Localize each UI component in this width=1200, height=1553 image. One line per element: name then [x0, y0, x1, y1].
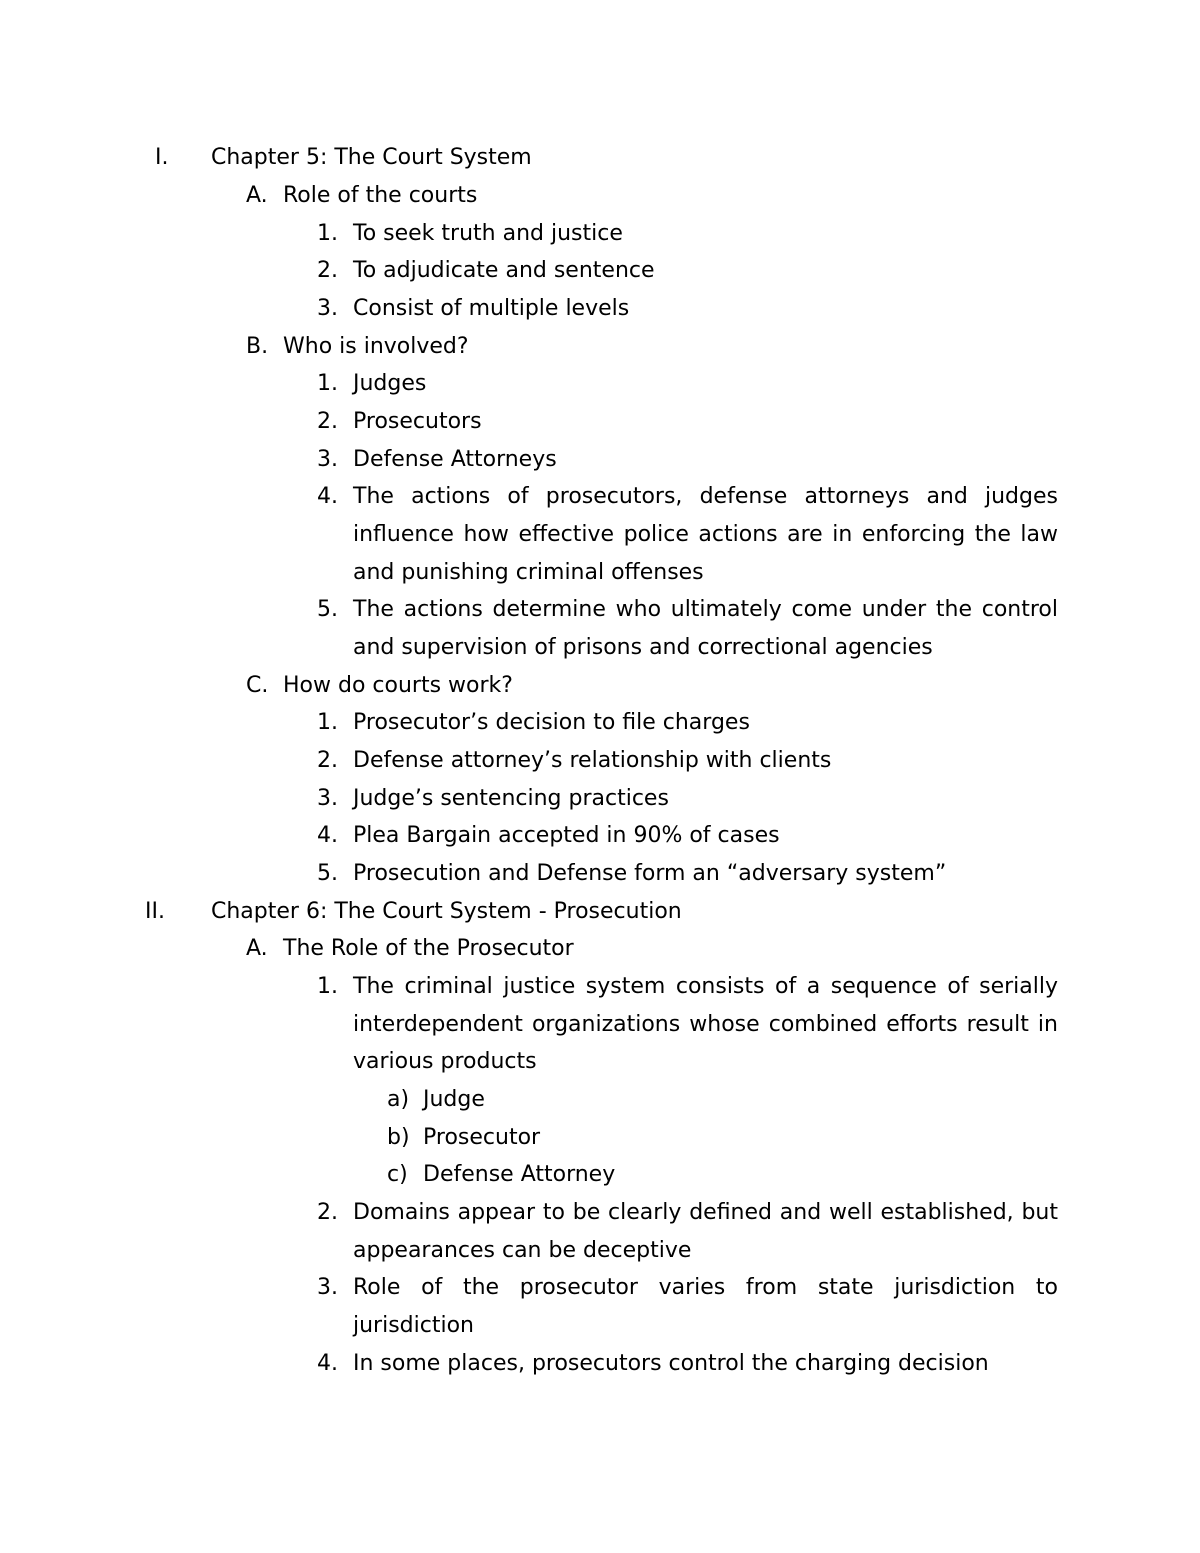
section-number: I. [155, 145, 169, 170]
item-number: 1. [317, 710, 338, 735]
item-text: Defense Attorneys [353, 447, 557, 472]
item-number: 1. [317, 371, 338, 396]
item-continuation [0, 516, 1200, 554]
section-title: Chapter 5: The Court System [211, 145, 532, 170]
item-text: To adjudicate and sentence [353, 258, 655, 283]
subsection-title: Role of the courts [283, 183, 478, 208]
list-item [0, 1269, 1200, 1307]
subsection-letter: B. [246, 334, 269, 359]
item-continuation [0, 554, 1200, 592]
item-number: 4. [317, 484, 338, 509]
list-item [0, 403, 1200, 441]
list-item [0, 478, 1200, 516]
subsection-heading [0, 328, 1200, 366]
item-continuation [0, 1307, 1200, 1345]
sub-item-text: Prosecutor [423, 1125, 541, 1150]
sub-list-item [0, 1156, 1200, 1194]
item-number: 5. [317, 861, 338, 886]
item-text: Consist of multiple levels [353, 296, 630, 321]
item-text-line: influence how effective police actions are in enforcing the law [353, 522, 1058, 547]
item-continuation [0, 1043, 1200, 1081]
item-number: 3. [317, 1275, 338, 1300]
item-text: Defense attorney’s relationship with clients [353, 748, 832, 773]
list-item [0, 215, 1200, 253]
list-item [0, 855, 1200, 893]
list-item [0, 441, 1200, 479]
list-item [0, 968, 1200, 1006]
item-number: 2. [317, 258, 338, 283]
list-item [0, 817, 1200, 855]
item-text-line: jurisdiction [353, 1313, 474, 1338]
item-text-line: Domains appear to be clearly defined and well established, but [353, 1200, 1058, 1225]
item-text: Judges [353, 371, 427, 396]
item-number: 2. [317, 1200, 338, 1225]
list-item [0, 365, 1200, 403]
sub-list-item [0, 1119, 1200, 1157]
item-text-line: The actions of prosecutors, defense attorneys and judges [353, 484, 1058, 509]
sub-item-text: Defense Attorney [423, 1162, 616, 1187]
list-item [0, 252, 1200, 290]
section-heading [0, 139, 1200, 177]
section-title: Chapter 6: The Court System - Prosecution [211, 899, 682, 924]
section-number: II. [145, 899, 165, 924]
item-text: Prosecutors [353, 409, 482, 434]
item-continuation [0, 1006, 1200, 1044]
list-item [0, 780, 1200, 818]
item-text: Prosecutor’s decision to file charges [353, 710, 750, 735]
subsection-title: Who is involved? [283, 334, 469, 359]
item-number: 1. [317, 221, 338, 246]
subsection-title: The Role of the Prosecutor [283, 936, 574, 961]
item-text-line: and punishing criminal offenses [353, 560, 704, 585]
item-number: 3. [317, 786, 338, 811]
subsection-heading [0, 667, 1200, 705]
section-heading [0, 893, 1200, 931]
subsection-letter: A. [246, 183, 268, 208]
item-text: In some places, prosecutors control the charging decision [353, 1351, 989, 1376]
list-item [0, 1194, 1200, 1232]
item-text-line: The criminal justice system consists of a sequence of serially [353, 974, 1058, 999]
sub-item-text: Judge [423, 1087, 485, 1112]
item-text-line: Role of the prosecutor varies from state jurisdiction to [353, 1275, 1058, 1300]
subsection-heading [0, 177, 1200, 215]
item-text: Plea Bargain accepted in 90% of cases [353, 823, 780, 848]
list-item [0, 704, 1200, 742]
item-number: 2. [317, 409, 338, 434]
list-item [0, 742, 1200, 780]
item-text-line: and supervision of prisons and correctional agencies [353, 635, 933, 660]
item-number: 4. [317, 1351, 338, 1376]
item-text: Prosecution and Defense form an “adversary system” [353, 861, 947, 886]
subsection-letter: C. [246, 673, 269, 698]
item-number: 5. [317, 597, 338, 622]
subsection-title: How do courts work? [283, 673, 513, 698]
subsection-letter: A. [246, 936, 268, 961]
item-text-line: interdependent organizations whose combined efforts result in [353, 1012, 1058, 1037]
item-number: 3. [317, 447, 338, 472]
item-number: 3. [317, 296, 338, 321]
item-continuation [0, 629, 1200, 667]
item-text-line: various products [353, 1049, 537, 1074]
subsection-heading [0, 930, 1200, 968]
item-text: Judge’s sentencing practices [353, 786, 669, 811]
item-number: 1. [317, 974, 338, 999]
item-number: 2. [317, 748, 338, 773]
sub-item-letter: c) [387, 1162, 408, 1187]
sub-item-letter: a) [387, 1087, 410, 1112]
list-item [0, 290, 1200, 328]
item-text-line: The actions determine who ultimately come under the control [353, 597, 1058, 622]
item-continuation [0, 1232, 1200, 1270]
list-item [0, 591, 1200, 629]
sub-list-item [0, 1081, 1200, 1119]
item-text: To seek truth and justice [353, 221, 623, 246]
item-text-line: appearances can be deceptive [353, 1238, 692, 1263]
list-item [0, 1345, 1200, 1383]
sub-item-letter: b) [387, 1125, 410, 1150]
item-number: 4. [317, 823, 338, 848]
